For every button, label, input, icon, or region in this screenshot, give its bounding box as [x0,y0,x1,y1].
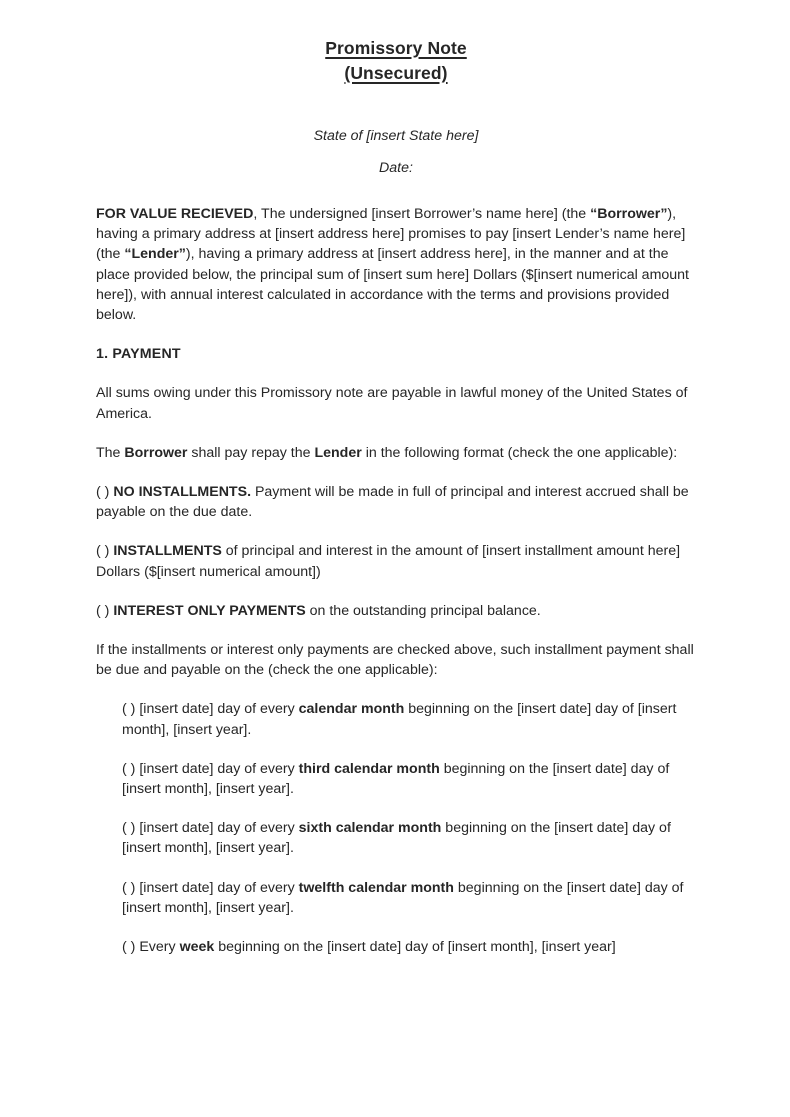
checkbox-interest-only-payments[interactable]: ( ) [96,602,114,619]
payment-format-part-2: shall pay repay the [187,444,315,461]
option-no-installments-text: Payment will be made in full of principal and interest accrued shall be payable on the due date. [96,484,689,521]
schedule-option-twelfth-calendar-month-prefix: [insert date] day of every [139,879,299,896]
schedule-option-twelfth-calendar-month-term: twelfth calendar month [298,879,454,896]
lender-term-1: “Lender” [124,246,186,263]
checkbox-week[interactable]: ( ) [122,939,140,956]
schedule-option-third-calendar-month-term: third calendar month [298,760,440,777]
spacer-after-state [96,146,696,158]
schedule-option-third-calendar-month[interactable] [96,759,696,799]
borrower-term-1: “Borrower” [590,206,668,222]
schedule-option-calendar-month-term: calendar month [298,701,405,718]
spacer-after-title [96,86,696,126]
paragraph-for-value-received [96,204,696,325]
payment-format-part-3: in the following format (check the one applicable): [361,444,678,461]
schedule-option-week[interactable] [96,937,696,957]
option-interest-only-text: on the outstanding principal balance. [305,602,541,619]
for-value-received-part-1: , The undersigned [insert Borrower’s name here] (the [253,206,591,222]
schedule-option-sixth-calendar-month-term: sixth calendar month [298,820,442,837]
paragraph-lawful-money: All sums owing under this Promissory note are payable in lawful money of the United States of America. [96,385,688,422]
schedule-option-sixth-calendar-month-prefix: [insert date] day of every [139,820,299,837]
section-heading-payment: 1. PAYMENT [96,346,181,363]
document-content [96,36,696,976]
date-line: Date: [379,160,413,176]
schedule-option-sixth-calendar-month[interactable] [96,818,696,858]
schedule-option-third-calendar-month-suffix: beginning on the [insert date] day of [insert month], [insert year]. [122,760,670,798]
checkbox-sixth-calendar-month[interactable]: ( ) [122,820,140,837]
schedule-option-sixth-calendar-month-suffix: beginning on the [insert date] day of [insert month], [insert year]. [122,820,671,857]
option-no-installments[interactable] [96,482,696,522]
schedule-option-twelfth-calendar-month-suffix: beginning on the [insert date] day of [insert month], [insert year]. [122,879,684,916]
checkbox-twelfth-calendar-month[interactable]: ( ) [122,879,140,896]
borrower-term-2: Borrower [124,444,188,461]
checkbox-calendar-month[interactable]: ( ) [122,701,140,718]
schedule-option-calendar-month-prefix: [insert date] day of every [139,701,299,718]
payment-format-part-1: The [96,444,125,461]
title-line-2 [96,61,696,86]
spacer-before-body [96,178,696,204]
lender-term-2: Lender [314,444,362,461]
option-interest-only-payments[interactable] [96,601,696,621]
schedule-option-third-calendar-month-prefix: [insert date] day of every [139,760,299,777]
option-installments[interactable] [96,541,696,581]
for-value-received-lead: FOR VALUE RECIEVED [96,206,254,222]
checkbox-installments[interactable]: ( ) [96,543,114,560]
checkbox-no-installments[interactable]: ( ) [96,484,114,501]
schedule-option-week-suffix: beginning on the [insert date] day of [insert month], [insert year] [214,939,616,956]
title-line-1-text: Promissory Note [325,38,467,58]
schedule-option-calendar-month[interactable] [96,699,696,739]
paragraph-payment-format [96,443,696,463]
paragraph-due-and-payable: If the installments or interest only payments are checked above, such installment payment shall be due and payable on the (check the one applicable): [96,642,694,679]
option-interest-only-label: INTEREST ONLY PAYMENTS [113,602,306,619]
schedule-option-week-term: week [179,939,215,956]
option-installments-label: INSTALLMENTS [113,543,222,560]
schedule-option-week-prefix: Every [139,939,180,956]
for-value-received-part-3: ), having a primary address at [insert address here], in the manner and at the place provided below, the principal sum of [insert sum here] Dollars ($[insert numerical amount here]), with annual interest calculated in accordance with the terms and provisions provided below. [96,246,689,324]
schedule-option-twelfth-calendar-month[interactable] [96,878,696,918]
option-installments-text: of principal and interest in the amount of [insert installment amount here] Dollars ($[insert numerical amount]) [96,543,681,580]
page-title [96,36,696,86]
title-line-1 [96,36,696,61]
state-line: State of [insert State here] [313,128,479,144]
checkbox-third-calendar-month[interactable]: ( ) [122,760,140,777]
schedule-option-calendar-month-suffix: beginning on the [insert date] day of [insert month], [insert year]. [122,701,677,738]
for-value-received-part-2: ), having a primary address at [insert address here] promises to pay [insert Lender’s name here] (the [96,206,686,263]
title-line-2-text: (Unsecured) [344,63,448,83]
option-no-installments-label: NO INSTALLMENTS. [113,484,252,501]
